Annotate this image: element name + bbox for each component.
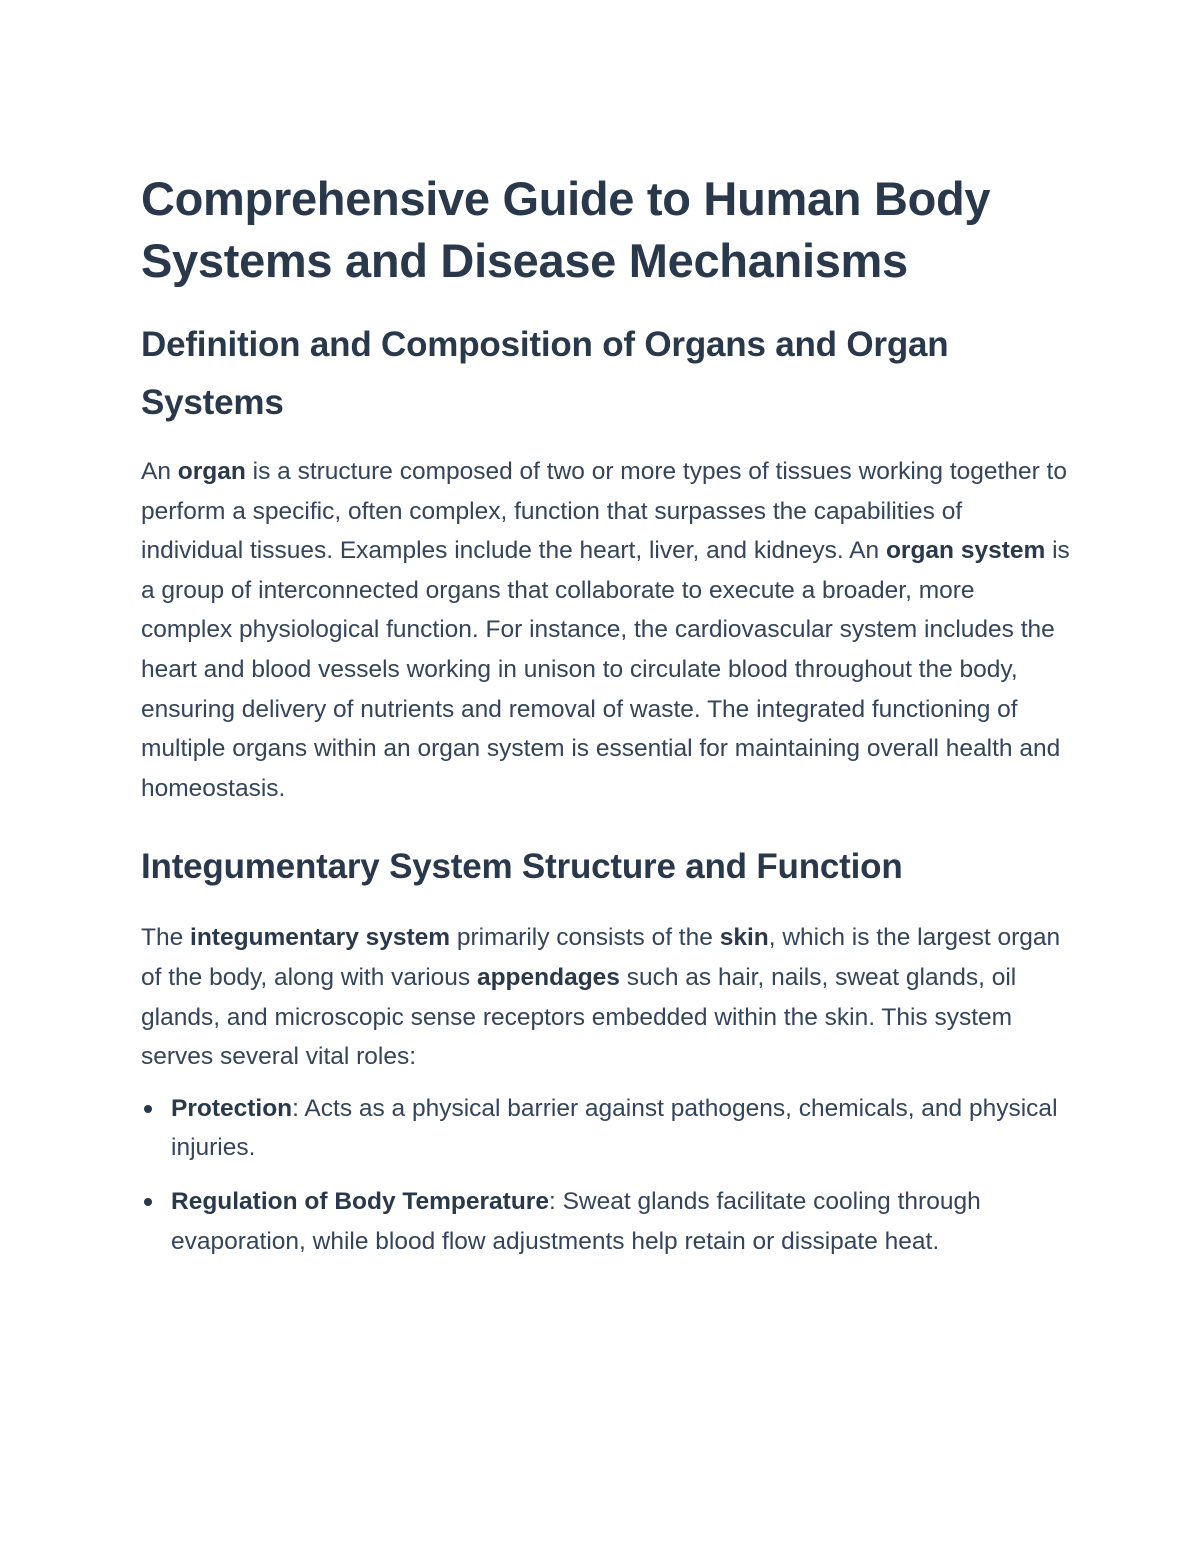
- text-run: is a structure composed of two or more types of tissues working together to perform a specific, often complex, function that surpasses the capabilities of individual tissues. Examples include the heart, liver, and kidneys. An: [141, 458, 1067, 565]
- text-run: The: [141, 924, 191, 952]
- term-integumentary-system: integumentary system: [190, 924, 451, 952]
- section-paragraph-integumentary: [141, 918, 1071, 1076]
- section-heading-organs: Definition and Composition of Organs and Organ Systems: [141, 325, 949, 422]
- term-organ-system: organ system: [885, 537, 1046, 565]
- text-run: primarily consists of the: [450, 924, 720, 952]
- bullet-icon: [144, 1105, 152, 1113]
- document-page: [141, 168, 1071, 1275]
- text-run: is a group of interconnected organs that collaborate to execute a broader, more complex physiological function. For instance, the cardiovascular system includes the heart and blood vessels working in unison to circulate blood throughout the body, ensuring delivery of nutrients and removal of waste. The integrated functioning of multiple organs within an organ system is essential for maintaining overall health and homeostasis.: [141, 537, 1070, 802]
- text-run: such as hair, nails, sweat glands, oil glands, and microscopic sense receptors embedded within the skin. This system serves several vital roles:: [141, 963, 1017, 1071]
- list-item-label: Regulation of Body Temperature: [171, 1187, 549, 1215]
- list-item-text: : Acts as a physical barrier against pathogens, chemicals, and physical injuries.: [171, 1094, 1058, 1162]
- list-item-label: Protection: [171, 1094, 293, 1122]
- term-organ: organ: [177, 458, 246, 485]
- document-title: Comprehensive Guide to Human Body Systems and Disease Mechanisms: [141, 172, 991, 287]
- list-item: [141, 1089, 1071, 1168]
- list-item: [141, 1182, 1071, 1261]
- text-run: , which is the largest organ of the body, along with various: [141, 924, 1061, 991]
- bullet-icon: [144, 1198, 152, 1206]
- term-appendages: appendages: [476, 963, 620, 991]
- list-item-text: : Sweat glands facilitate cooling through evaporation, while blood flow adjustments help retain or dissipate heat.: [171, 1187, 981, 1255]
- section-heading-integumentary: Integumentary System Structure and Function: [141, 847, 903, 887]
- roles-list: [141, 1089, 1071, 1261]
- text-run: An: [141, 458, 178, 485]
- term-skin: skin: [719, 924, 769, 952]
- section-paragraph-organs: [141, 452, 1071, 808]
